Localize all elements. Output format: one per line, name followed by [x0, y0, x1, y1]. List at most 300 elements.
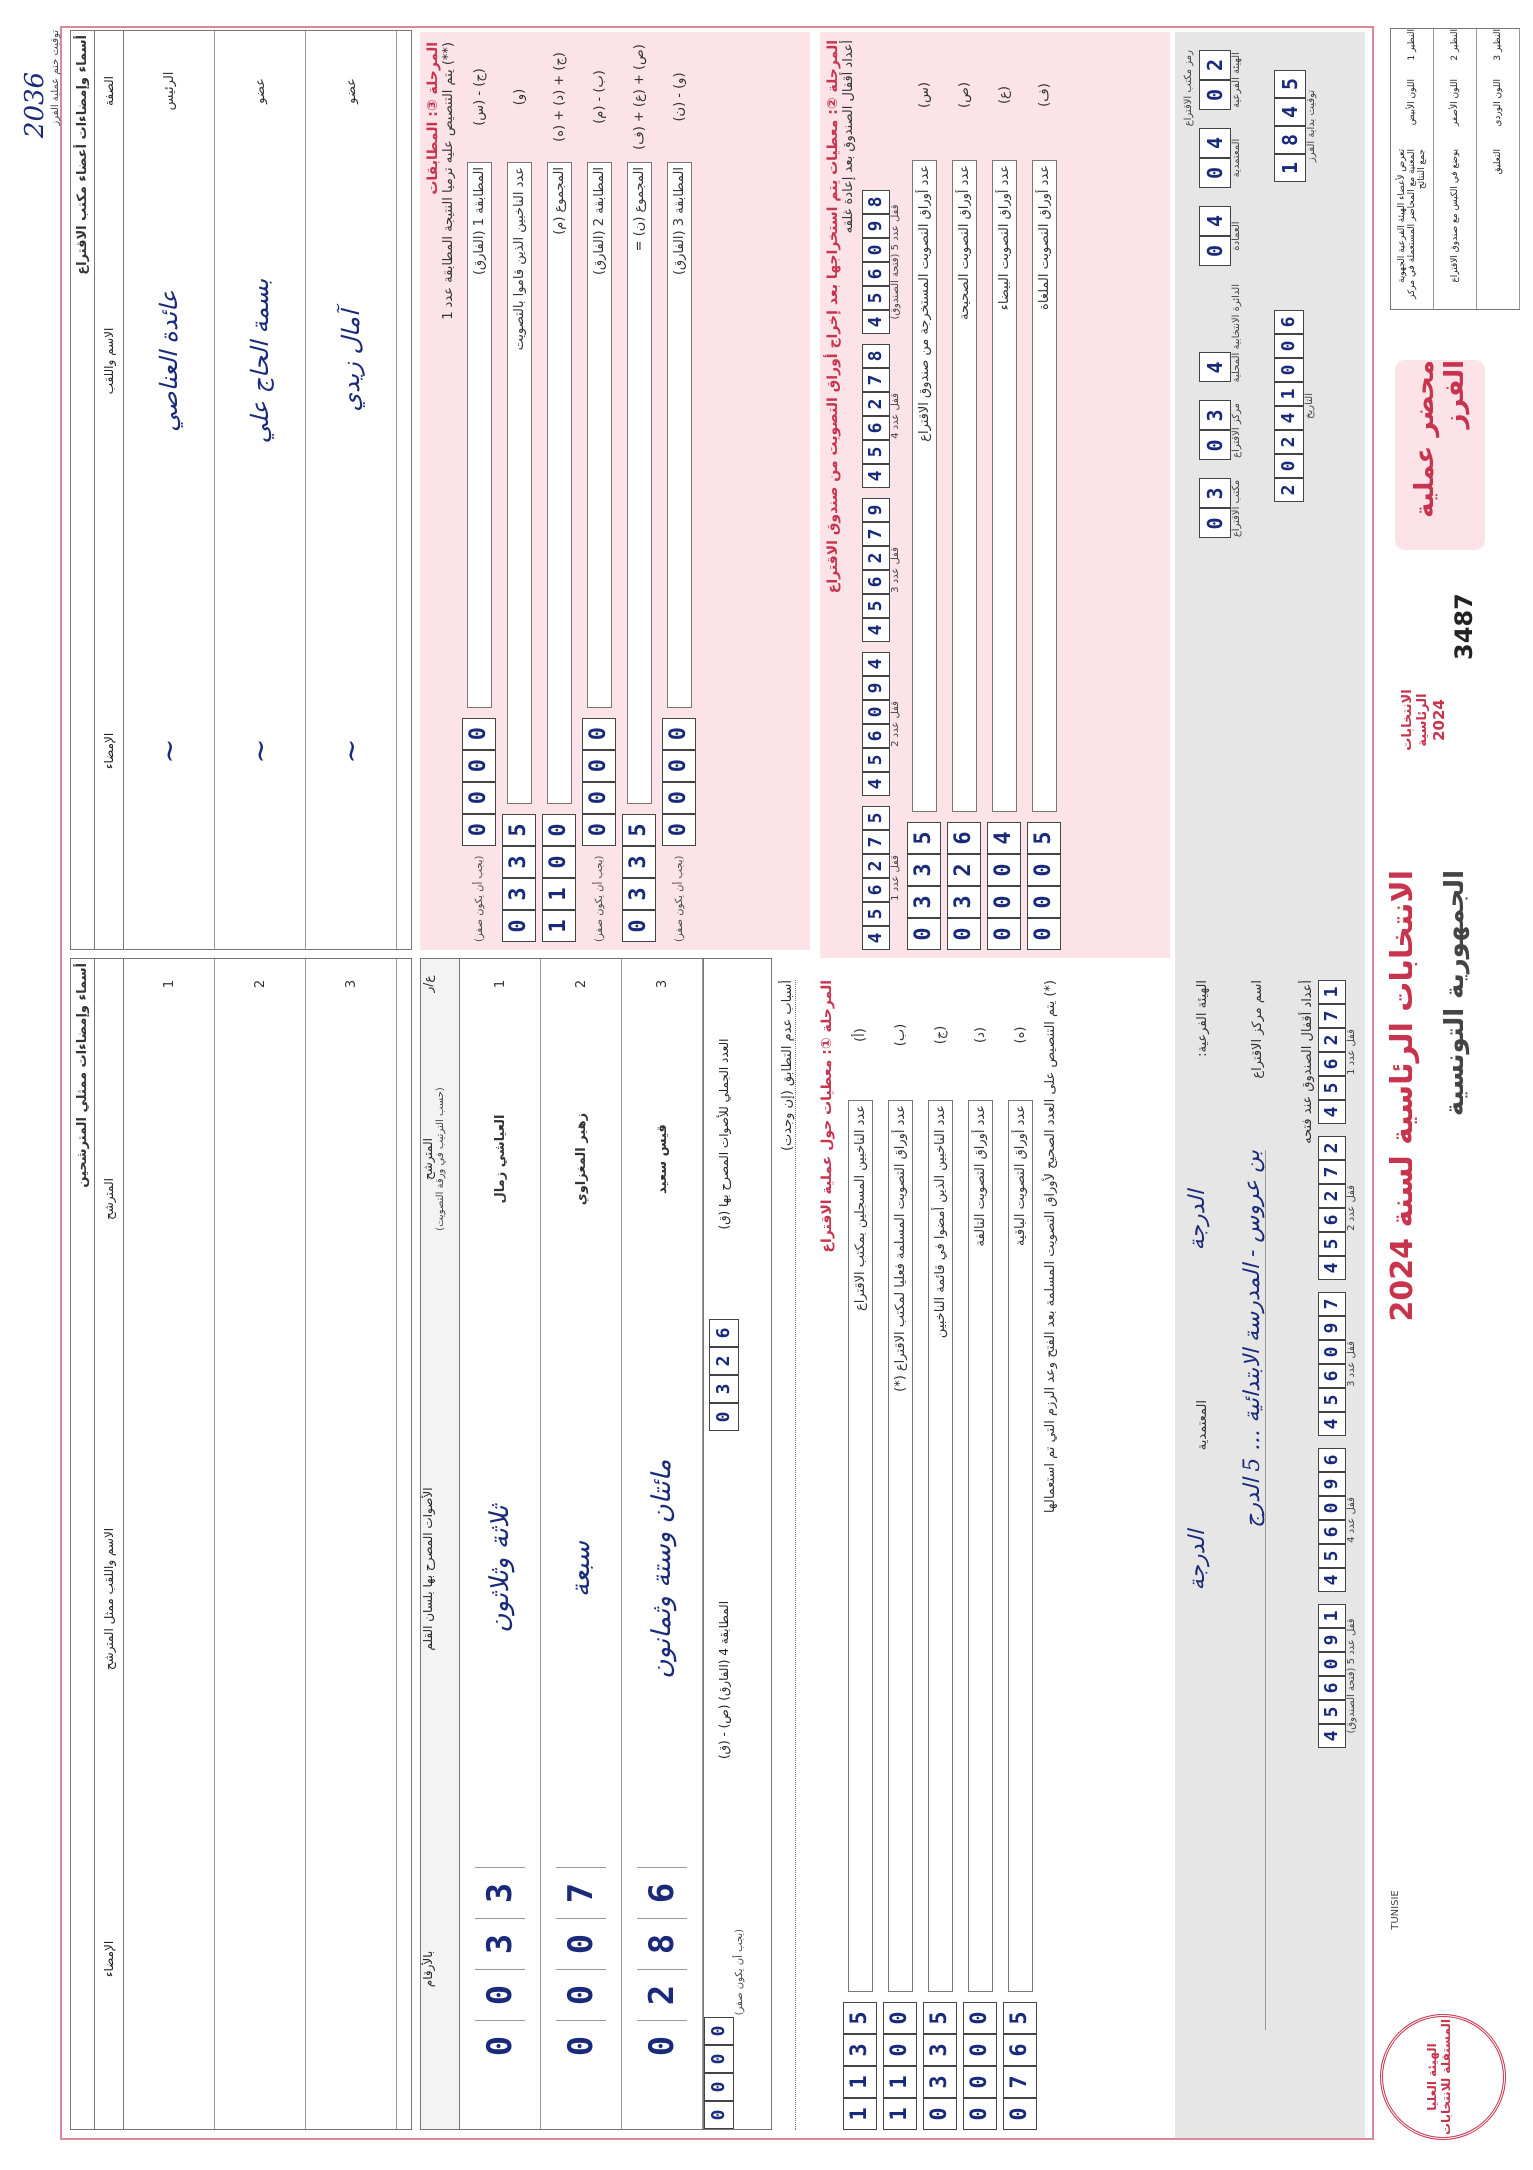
- digit-box: 5: [907, 822, 941, 854]
- results-total-row: [703, 959, 744, 2129]
- digit-box: 8: [862, 190, 890, 214]
- copies-table: [1390, 28, 1520, 310]
- result-digits: [637, 1829, 687, 2109]
- stat-digits: [1003, 2002, 1037, 2130]
- digit-box: 0: [883, 2034, 917, 2066]
- digit-box: 0: [1027, 854, 1061, 886]
- stage1-rows: [843, 980, 1037, 2130]
- member-role: عضو: [252, 78, 268, 104]
- result-digit: 3: [475, 1918, 525, 1969]
- official-stamp: [1380, 2014, 1506, 2140]
- stat-key: (ع): [996, 86, 1012, 104]
- member-signature: ~: [333, 738, 369, 764]
- code-field: [1199, 50, 1242, 110]
- digit-box: 3: [1199, 400, 1231, 430]
- results-col-candidate-sub: (حسب الترتيب في ورقة التصويت): [435, 1087, 446, 1231]
- stat-row: [542, 42, 576, 942]
- stat-digits: [502, 814, 536, 942]
- match4-hint: (يجب أن يكون صفر): [733, 1929, 745, 2016]
- stat-key: (د): [972, 1027, 988, 1043]
- digit-box: 0: [1199, 508, 1231, 538]
- code-field: [1199, 284, 1242, 382]
- stat-digits: [462, 718, 496, 846]
- digit-box: 5: [862, 806, 890, 830]
- digit-box: 8: [1274, 126, 1306, 154]
- copies-color: اللون الأصفر: [1450, 79, 1460, 127]
- code-field-label: مكتب الاقتراع: [1231, 479, 1242, 538]
- stat-key: (ج): [932, 1025, 948, 1045]
- stat-row: [1003, 980, 1037, 2130]
- digit-box: 0: [462, 718, 496, 750]
- digit-box: 6: [862, 416, 890, 440]
- logo-line2: الرئاسية: [1415, 693, 1430, 747]
- result-digit: 8: [637, 1918, 687, 1969]
- digit-box: 4: [1199, 352, 1231, 382]
- stat-row: [622, 42, 656, 942]
- stat-key: (ج) + (د) + (ه): [551, 52, 567, 142]
- digit-box: 2: [862, 546, 890, 570]
- digit-box: 4: [862, 310, 890, 334]
- digit-box: 0: [923, 2098, 957, 2130]
- digit-box: 3: [907, 854, 941, 886]
- stat-row: [462, 42, 496, 942]
- digit-box: 0: [963, 2098, 997, 2130]
- digit-box: 5: [1027, 822, 1061, 854]
- digit-box: 4: [1318, 1412, 1346, 1436]
- digit-box: 6: [947, 822, 981, 854]
- digit-box: 0: [704, 2045, 734, 2073]
- stat-key: (ص): [956, 82, 972, 108]
- seals-close-list: [862, 40, 901, 950]
- document-id: 3487: [1450, 593, 1478, 660]
- code-field: [1199, 400, 1242, 460]
- digit-box: 7: [1318, 1004, 1346, 1028]
- stat-row: [662, 42, 696, 942]
- stat-key: (س): [916, 82, 932, 109]
- digit-box: 6: [862, 724, 890, 748]
- stat-key: (و) - (ن): [671, 72, 687, 122]
- copies-no: النظير 3: [1493, 29, 1503, 61]
- digit-box: 4: [1274, 406, 1304, 430]
- digit-box: 0: [963, 2002, 997, 2034]
- digit-box: 5: [1318, 1700, 1346, 1724]
- digit-box: 3: [502, 878, 536, 910]
- digit-box: 0: [1199, 80, 1231, 110]
- digit-box: 0: [582, 814, 616, 846]
- code-fields-row: [1185, 50, 1265, 950]
- digit-box: 7: [1318, 1160, 1346, 1184]
- digit-box: 5: [862, 748, 890, 772]
- digit-box: 4: [862, 464, 890, 488]
- code-field-label: العمادة: [1231, 221, 1242, 251]
- seal-label: قفل عدد 5 (فتحة الصندوق): [1346, 1618, 1357, 1734]
- seal-digits: [862, 652, 890, 796]
- reps-title: أسماء وإمضاءات ممثلي المترشحين: [75, 963, 90, 1188]
- digit-box: 9: [862, 214, 890, 238]
- copies-no: النظير 2: [1450, 29, 1460, 61]
- code-field-label: الدائرة الانتخابية المحلية: [1231, 284, 1242, 383]
- member-name: آمال زيدي: [337, 310, 365, 412]
- digit-box: 0: [1274, 334, 1304, 358]
- result-digit: 6: [637, 1867, 687, 1918]
- member-row: [306, 31, 397, 949]
- digit-box: 3: [622, 878, 656, 910]
- stat-digits: [883, 2002, 917, 2130]
- seal-item: [862, 652, 901, 796]
- rep-row: [306, 959, 397, 2129]
- results-total-key: (ق): [717, 1210, 731, 1230]
- stat-label: عدد أوراق التصويت المسلمة فعليا لمكتب الاقتراع (*): [888, 1100, 913, 1992]
- stat-key: (ج) - (س): [471, 68, 487, 126]
- digit-box: 2: [1318, 1028, 1346, 1052]
- result-digit: 0: [475, 1969, 525, 2020]
- digit-box: 4: [1318, 1256, 1346, 1280]
- digit-box: 7: [862, 522, 890, 546]
- stat-hint: (يجب أن يكون صفر): [673, 855, 685, 942]
- digit-box: 5: [1318, 1544, 1346, 1568]
- copies-use: التعليق: [1493, 149, 1503, 175]
- members-header: [94, 31, 124, 949]
- match4-sub: (الفارق): [717, 1659, 731, 1701]
- result-row: [460, 959, 541, 2129]
- stat-digits: [843, 2002, 877, 2130]
- result-digit: 3: [475, 1867, 525, 1918]
- seal-label: قفل عدد 3: [1346, 1341, 1357, 1387]
- digit-box: 5: [1318, 1388, 1346, 1412]
- digit-box: 6: [1274, 310, 1304, 334]
- digit-box: 2: [862, 854, 890, 878]
- stage2: [826, 40, 1067, 950]
- result-no: 1: [492, 979, 508, 989]
- digit-box: 0: [542, 814, 576, 846]
- copies-color: اللون الوردي: [1493, 79, 1503, 127]
- seal-digits: [1318, 1292, 1346, 1436]
- code-digits: [1199, 284, 1231, 382]
- digit-box: 4: [1199, 206, 1231, 236]
- reps-col-candidate: المترشح: [102, 1178, 116, 1220]
- code-digits: [1199, 400, 1231, 460]
- digit-box: 2: [1318, 1184, 1346, 1208]
- member-role: الرئيس: [161, 71, 177, 111]
- seal-item: [862, 806, 901, 950]
- digit-box: 0: [862, 700, 890, 724]
- digit-box: 0: [709, 1403, 739, 1431]
- result-digit: 0: [556, 2020, 606, 2071]
- digit-box: 3: [709, 1375, 739, 1403]
- digit-box: 0: [1318, 1496, 1346, 1520]
- copies-use: تعرض لأعضاء الهيئة الفرعية الجهوية المعنية مع المحاضر المستعملة في مركز جمع النتائج: [1397, 149, 1427, 299]
- member-row: [215, 31, 306, 949]
- digit-box: 5: [1003, 2002, 1037, 2034]
- digit-box: 9: [1318, 1628, 1346, 1652]
- digit-box: 3: [923, 2034, 957, 2066]
- digit-box: 0: [987, 886, 1021, 918]
- stat-label: عدد أوراق التصويت الصحيحة: [952, 160, 977, 812]
- result-digits: [475, 1829, 525, 2109]
- stat-digits: [1027, 822, 1061, 950]
- match4-name: المطابقة 4: [717, 1600, 731, 1656]
- digit-box: 0: [907, 918, 941, 950]
- digit-box: 7: [862, 830, 890, 854]
- seal-item: [1318, 1604, 1357, 1748]
- digit-box: 0: [963, 2034, 997, 2066]
- stat-row: [987, 40, 1021, 950]
- stat-key: (أ): [852, 1028, 868, 1042]
- digit-box: 1: [542, 910, 576, 942]
- stat-row: [947, 40, 981, 950]
- stamp-text: الهيئة العليا المستقلة للانتخابات: [1425, 2019, 1453, 2136]
- irregularity-line: [780, 980, 796, 2130]
- result-candidate: زهير المغزاوي: [573, 1112, 589, 1206]
- digit-box: 3: [843, 2034, 877, 2066]
- stat-digits: [947, 822, 981, 950]
- results-col-no: ع/ر: [421, 975, 435, 993]
- seal-item: [862, 498, 901, 642]
- digit-box: 4: [1318, 1724, 1346, 1748]
- page-title: محضر عملية الفرز: [1395, 360, 1485, 550]
- match4-digits: [704, 1929, 734, 2129]
- members-col-sign: الإمضاء: [102, 732, 116, 770]
- digit-box: 5: [1318, 1076, 1346, 1100]
- member-name: عائدة العناصي: [155, 290, 183, 432]
- stat-row: [1027, 40, 1061, 950]
- digit-box: 6: [1318, 1052, 1346, 1076]
- digit-box: 0: [582, 782, 616, 814]
- code-fields: [1199, 50, 1242, 538]
- code-field-label: الهيئة الفرعية: [1231, 52, 1242, 108]
- digit-box: 4: [1318, 1100, 1346, 1124]
- digit-box: 4: [1199, 128, 1231, 158]
- results-table: [420, 958, 772, 2130]
- digit-box: 3: [923, 2066, 957, 2098]
- center-name-value: بن عروس - المدرسة الابتدائية ... 5 الدرج: [1240, 1150, 1266, 2030]
- result-digits: [556, 1829, 606, 2109]
- digit-box: 3: [907, 886, 941, 918]
- match4-value-cell: [704, 1929, 745, 2129]
- digit-box: 2: [947, 854, 981, 886]
- reps-header: [94, 959, 124, 2129]
- copies-no: النظير 1: [1407, 29, 1417, 61]
- date-time-row: [1270, 50, 1360, 950]
- end-time: [20, 30, 61, 180]
- digit-box: 8: [862, 344, 890, 368]
- digit-box: 0: [662, 814, 696, 846]
- code-digits: [1199, 128, 1231, 188]
- seal-label: قفل عدد 1: [890, 855, 901, 901]
- digit-box: 3: [947, 886, 981, 918]
- stat-digits: [963, 2002, 997, 2130]
- date-label: التاريخ: [1304, 393, 1315, 419]
- stat-row: [963, 980, 997, 2130]
- result-no: 2: [573, 979, 589, 989]
- digit-box: 0: [502, 910, 536, 942]
- digit-box: 3: [502, 846, 536, 878]
- digit-box: 2: [1199, 50, 1231, 80]
- stat-label: المجموع (م): [547, 162, 572, 804]
- rep-no: 1: [161, 979, 177, 989]
- match4-cell: [717, 1431, 731, 1929]
- copies-row: [1391, 29, 1434, 309]
- seal-label: قفل عدد 2: [1346, 1185, 1357, 1231]
- digit-box: 0: [1027, 918, 1061, 950]
- result-digit: 0: [475, 2020, 525, 2071]
- digit-box: 0: [662, 782, 696, 814]
- copies-use: يوضع في الكيس مع صندوق الاقتراع: [1450, 149, 1460, 283]
- seal-digits: [1318, 1136, 1346, 1280]
- digit-box: 0: [662, 750, 696, 782]
- digit-box: 1: [843, 2098, 877, 2130]
- elections-logo: [1400, 660, 1448, 780]
- digit-box: 0: [1274, 454, 1304, 478]
- code-digits: [1199, 478, 1231, 538]
- results-col-candidate-text: المترشح: [421, 1138, 435, 1180]
- stat-label: عدد أوراق التصويت المستخرجة من صندوق الاقتراع: [912, 160, 937, 812]
- stage3: [426, 42, 702, 942]
- digit-box: 0: [1199, 158, 1231, 188]
- center-row: [1185, 980, 1235, 2130]
- digit-box: 0: [582, 718, 616, 750]
- seal-label: قفل عدد 1: [1346, 1029, 1357, 1075]
- seal-digits: [862, 344, 890, 488]
- digit-box: 0: [1274, 358, 1304, 382]
- results-col-digits: بالأرقام: [421, 1950, 435, 1988]
- reps-col-name: الاسم واللقب ممثل المترشح: [102, 1527, 116, 1671]
- stat-row: [843, 980, 877, 2130]
- digit-box: 0: [987, 854, 1021, 886]
- digit-box: 1: [1318, 1604, 1346, 1628]
- digit-box: 6: [862, 878, 890, 902]
- digit-box: 5: [622, 814, 656, 846]
- member-role: عضو: [343, 78, 359, 104]
- digit-box: 7: [1003, 2066, 1037, 2098]
- copies-row: [1477, 29, 1520, 309]
- results-rows: [460, 959, 703, 2129]
- results-header: [421, 959, 460, 2129]
- member-signature: ~: [151, 738, 187, 764]
- digit-box: 0: [582, 750, 616, 782]
- digit-box: 6: [1318, 1520, 1346, 1544]
- member-signature: ~: [242, 738, 278, 764]
- result-digit: 7: [556, 1867, 606, 1918]
- result-candidate: العياشي زمال: [492, 1114, 508, 1204]
- result-words: مائتان وستة وثمانون: [647, 1459, 677, 1679]
- stat-key: (ص) + (ع) + (ف): [631, 44, 647, 150]
- seal-digits: [1318, 1448, 1346, 1592]
- rep-row: [124, 959, 215, 2129]
- digit-box: 9: [1318, 1472, 1346, 1496]
- results-col-candidate: [421, 1009, 459, 1309]
- digit-box: 7: [1318, 1292, 1346, 1316]
- digit-box: 0: [1003, 2098, 1037, 2130]
- digit-box: 1: [883, 2066, 917, 2098]
- digit-box: 0: [862, 238, 890, 262]
- center-name-row: [1240, 980, 1290, 2130]
- digit-box: 6: [862, 262, 890, 286]
- time-digits: [1274, 70, 1306, 182]
- digit-box: 6: [1318, 1364, 1346, 1388]
- seals-open-row: [1318, 980, 1363, 2130]
- stat-label: المجموع (ن) =: [627, 162, 652, 804]
- digit-box: 0: [622, 910, 656, 942]
- result-digits-cell: [475, 1829, 525, 2109]
- stat-key: (ب) - (م): [591, 70, 607, 124]
- result-digits-cell: [637, 1829, 687, 2109]
- seal-item: [1318, 1292, 1357, 1436]
- reps-rows: [124, 959, 397, 2129]
- digit-box: 2: [1274, 430, 1304, 454]
- digit-box: 0: [1199, 236, 1231, 266]
- digit-box: 4: [987, 822, 1021, 854]
- digit-box: 0: [987, 918, 1021, 950]
- members-col-name: الاسم واللقب: [102, 327, 116, 395]
- stat-digits: [622, 814, 656, 942]
- digit-box: 9: [862, 676, 890, 700]
- stat-label: المطابقة 2 (الفارق): [587, 162, 612, 708]
- digit-box: 6: [1318, 1676, 1346, 1700]
- result-words: سبعة: [566, 1540, 596, 1598]
- stat-digits: [987, 822, 1021, 950]
- digit-box: 4: [1318, 1568, 1346, 1592]
- instance-value: الدرجة: [1185, 1190, 1210, 1251]
- digit-box: 2: [1274, 478, 1304, 502]
- stat-row: [582, 42, 616, 942]
- digit-box: 5: [1318, 1232, 1346, 1256]
- digit-box: 0: [1318, 1652, 1346, 1676]
- election-title: الانتخابات الرئاسية لسنة 2024: [1385, 870, 1420, 1322]
- digit-box: 1: [883, 2098, 917, 2130]
- digit-box: 5: [862, 286, 890, 310]
- digit-box: 9: [1318, 1316, 1346, 1340]
- result-row: [622, 959, 703, 2129]
- stat-key: (ف): [1036, 83, 1052, 107]
- code-field-label: مركز الاقتراع: [1231, 403, 1242, 458]
- results-total-digits: [709, 1319, 739, 1431]
- digit-box: 5: [1274, 70, 1306, 98]
- isie-logo: [1390, 1850, 1401, 1970]
- stat-row: [502, 42, 536, 942]
- seal-item: [1318, 1136, 1357, 1280]
- seals-close-label: أعداد أقفال الصندوق بعد إعادة غلقه: [841, 40, 856, 234]
- digit-box: 0: [662, 718, 696, 750]
- stage3-rows: [462, 42, 696, 942]
- members-rows: [124, 31, 397, 949]
- digit-box: 6: [1318, 1208, 1346, 1232]
- seal-label: قفل عدد 4: [1346, 1497, 1357, 1543]
- stat-key: (ه): [1012, 1026, 1028, 1044]
- digit-box: 5: [502, 814, 536, 846]
- seal-item: [862, 344, 901, 488]
- result-digit: 2: [637, 1969, 687, 2020]
- stat-row: [923, 980, 957, 2130]
- rep-row: [215, 959, 306, 2129]
- digit-box: 0: [462, 750, 496, 782]
- rep-no: 3: [343, 979, 359, 989]
- seal-label: قفل عدد 4: [890, 393, 901, 439]
- result-no: 3: [654, 979, 670, 989]
- logo-year: 2024: [1430, 699, 1448, 741]
- members-col-role: الصفة: [102, 76, 116, 106]
- digit-box: 3: [622, 846, 656, 878]
- stage1-note: (*) يتم التنصيص على العدد الصحيح لأوراق التصويت المسلمة بعد الفتح وعد الرزم التي تم استعمالها: [1043, 980, 1058, 1514]
- result-row: [541, 959, 622, 2129]
- digit-box: 0: [704, 2017, 734, 2045]
- stat-label: عدد أوراق التصويت الباقية: [1008, 1100, 1033, 1992]
- copies-row: [1434, 29, 1477, 309]
- result-digits-cell: [556, 1829, 606, 2109]
- stat-label: المطابقة 1 (الفارق): [467, 162, 492, 708]
- seal-item: [862, 190, 901, 334]
- stat-key: (ب): [892, 1023, 908, 1047]
